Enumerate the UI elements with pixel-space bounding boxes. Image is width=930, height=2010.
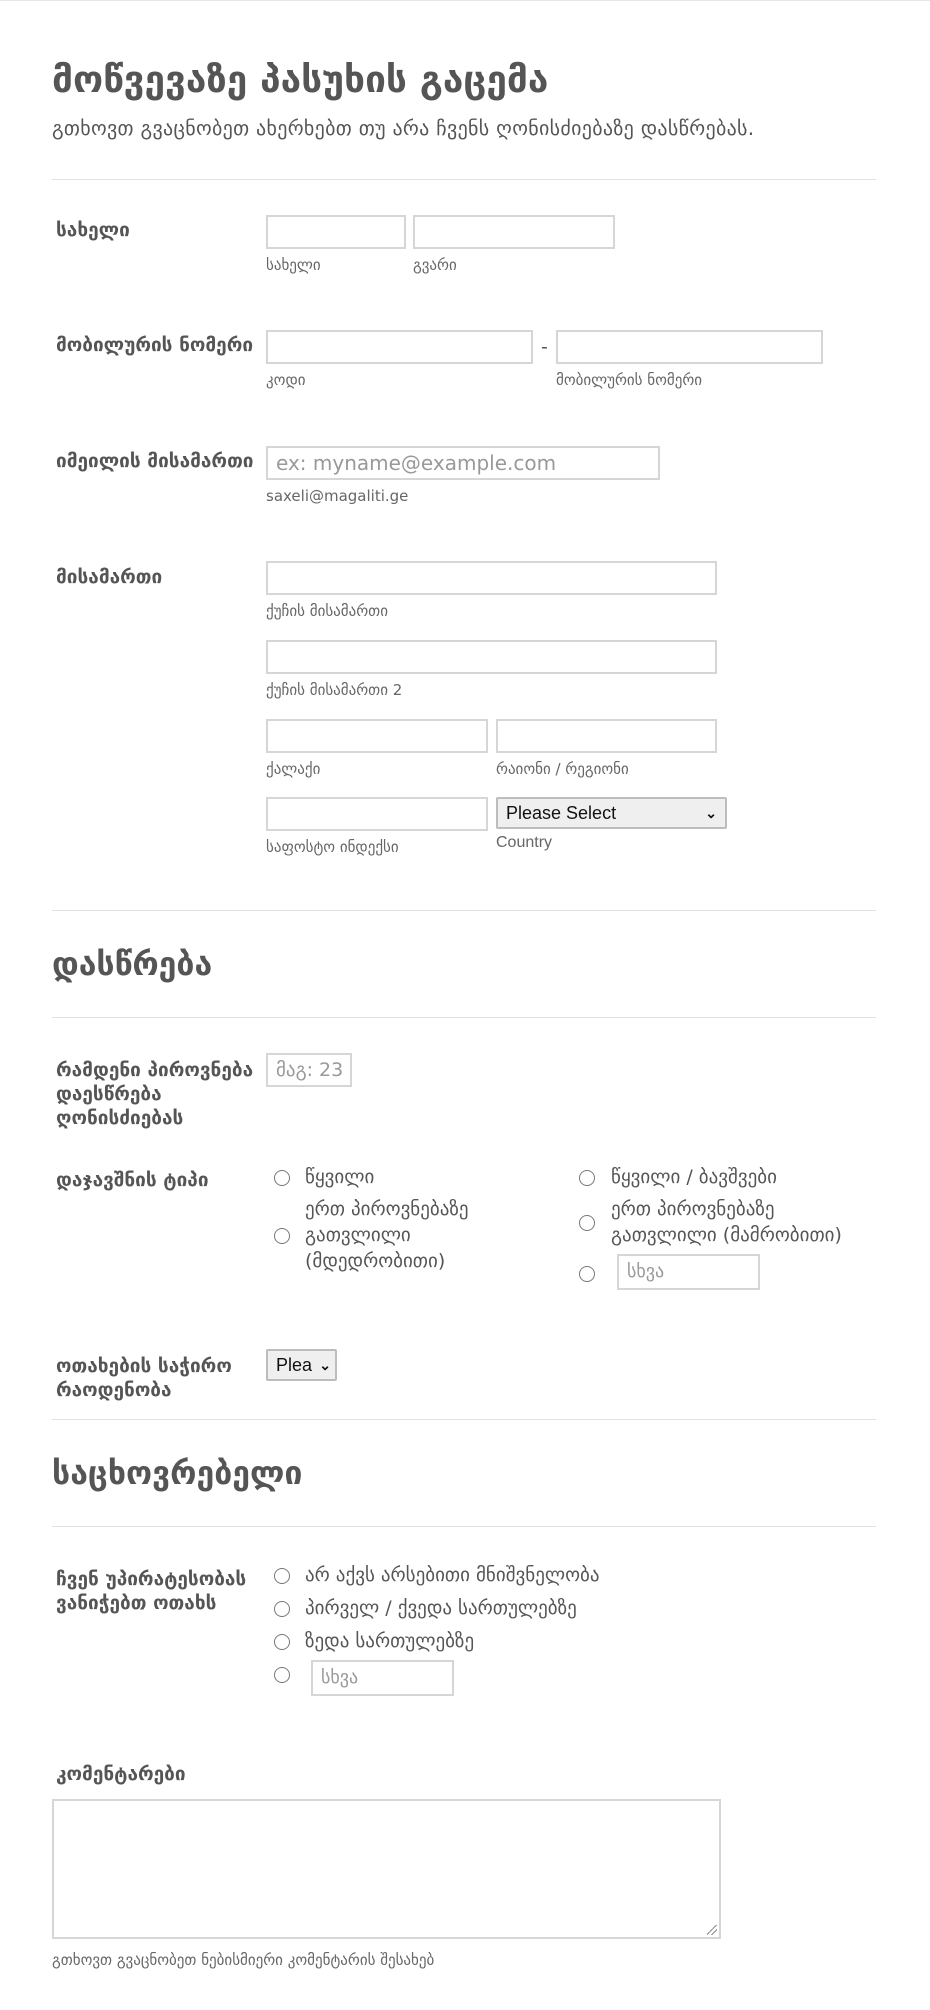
chevron-down-icon: ⌄ xyxy=(705,805,717,821)
guest-count-input[interactable] xyxy=(266,1053,352,1087)
accommodation-section-title: საცხოვრებელი xyxy=(52,1454,303,1492)
header-divider xyxy=(52,179,876,180)
preference-other-input[interactable] xyxy=(311,1660,454,1696)
postal-code-input[interactable] xyxy=(266,797,488,831)
radio-single-female[interactable] xyxy=(274,1228,290,1244)
resize-handle-icon[interactable] xyxy=(707,1925,717,1935)
rooms-needed-label: ოთახების საჭირო რაოდენობა xyxy=(56,1355,232,1401)
guest-count-label: რამდენი პიროვნება დაესწრება ღონისძიებას xyxy=(56,1059,254,1129)
street-address-input[interactable] xyxy=(266,561,717,595)
comments-textarea[interactable] xyxy=(52,1799,721,1939)
radio-lodging-other[interactable] xyxy=(579,1266,595,1282)
city-input[interactable] xyxy=(266,719,488,753)
radio-upper-floors[interactable] xyxy=(274,1634,290,1650)
lodging-type-label: დაჯავშნის ტიპი xyxy=(56,1169,209,1191)
last-name-input[interactable] xyxy=(413,215,615,249)
radio-couple-children[interactable] xyxy=(579,1170,595,1186)
rooms-needed-select[interactable] xyxy=(266,1349,337,1381)
guest-count-placeholder: მაგ: 23 xyxy=(276,1059,344,1081)
postal-code-sublabel: საფოსტო ინდექსი xyxy=(266,838,399,856)
top-divider xyxy=(0,0,930,1)
comments-label: კომენტარები xyxy=(56,1763,186,1785)
email-placeholder: ex: myname@example.com xyxy=(276,451,557,475)
street-address-2-input[interactable] xyxy=(266,640,717,674)
lodging-other-placeholder: სხვა xyxy=(627,1261,665,1282)
section-divider xyxy=(52,1526,876,1527)
chevron-down-icon: ⌄ xyxy=(319,1357,331,1373)
phone-label: მობილურის ნომერი xyxy=(56,334,254,356)
radio-lower-floors[interactable] xyxy=(274,1601,290,1617)
option-single-female: ერთ პიროვნებაზე გათვლილი (მდედრობითი) xyxy=(305,1198,469,1272)
comments-sublabel: გთხოვთ გვაცნობეთ ნებისმიერი კომენტარის შესახებ xyxy=(52,1951,435,1969)
radio-no-preference[interactable] xyxy=(274,1568,290,1584)
city-sublabel: ქალაქი xyxy=(266,760,321,778)
region-input[interactable] xyxy=(496,719,717,753)
form-title: მოწვევაზე პასუხის გაცემა xyxy=(52,58,549,101)
name-label: სახელი xyxy=(56,219,130,241)
first-name-sublabel: სახელი xyxy=(266,256,321,274)
phone-number-sublabel: მობილურის ნომერი xyxy=(556,371,703,389)
room-preference-label: ჩვენ უპირატესობას ვანიჭებთ ოთახს xyxy=(56,1568,247,1614)
radio-single-male[interactable] xyxy=(579,1215,595,1231)
address-label: მისამართი xyxy=(56,566,163,588)
email-label: იმეილის მისამართი xyxy=(56,450,254,472)
last-name-sublabel: გვარი xyxy=(413,256,457,274)
rooms-needed-value: Plea xyxy=(276,1355,313,1375)
phone-number-input[interactable] xyxy=(556,330,823,364)
country-sublabel: Country xyxy=(496,834,553,851)
country-select-value: Please Select xyxy=(506,803,617,823)
email-sublabel: saxeli@magaliti.ge xyxy=(266,487,409,505)
lodging-other-input[interactable] xyxy=(617,1254,760,1290)
region-sublabel: რაიონი / რეგიონი xyxy=(496,760,629,778)
phone-code-input[interactable] xyxy=(266,330,533,364)
option-no-preference: არ აქვს არსებითი მნიშვნელობა xyxy=(305,1564,600,1586)
section-divider xyxy=(52,1017,876,1018)
first-name-input[interactable] xyxy=(266,215,406,249)
preference-other-placeholder: სხვა xyxy=(321,1667,359,1688)
phone-separator: - xyxy=(541,336,548,358)
radio-couple[interactable] xyxy=(274,1170,290,1186)
form-subtitle: გთხოვთ გვაცნობეთ ახერხებთ თუ არა ჩვენს ღონისძიებაზე დასწრებას. xyxy=(52,116,755,140)
email-input[interactable] xyxy=(266,446,660,480)
street-address-sublabel: ქუჩის მისამართი xyxy=(266,602,388,620)
option-single-male: ერთ პიროვნებაზე გათვლილი (მამრობითი) xyxy=(611,1198,842,1246)
phone-code-sublabel: კოდი xyxy=(266,371,306,389)
attendance-section-title: დასწრება xyxy=(52,945,213,983)
option-lower-floors: პირველ / ქვედა სართულებზე xyxy=(305,1597,577,1619)
radio-preference-other[interactable] xyxy=(274,1667,290,1683)
section-divider xyxy=(52,1419,876,1420)
street-address-2-sublabel: ქუჩის მისამართი 2 xyxy=(266,681,403,699)
option-couple: წყვილი xyxy=(305,1166,375,1188)
option-upper-floors: ზედა სართულებზე xyxy=(305,1630,475,1652)
section-divider xyxy=(52,910,876,911)
option-couple-children: წყვილი / ბავშვები xyxy=(611,1166,777,1188)
country-select[interactable] xyxy=(496,797,727,829)
